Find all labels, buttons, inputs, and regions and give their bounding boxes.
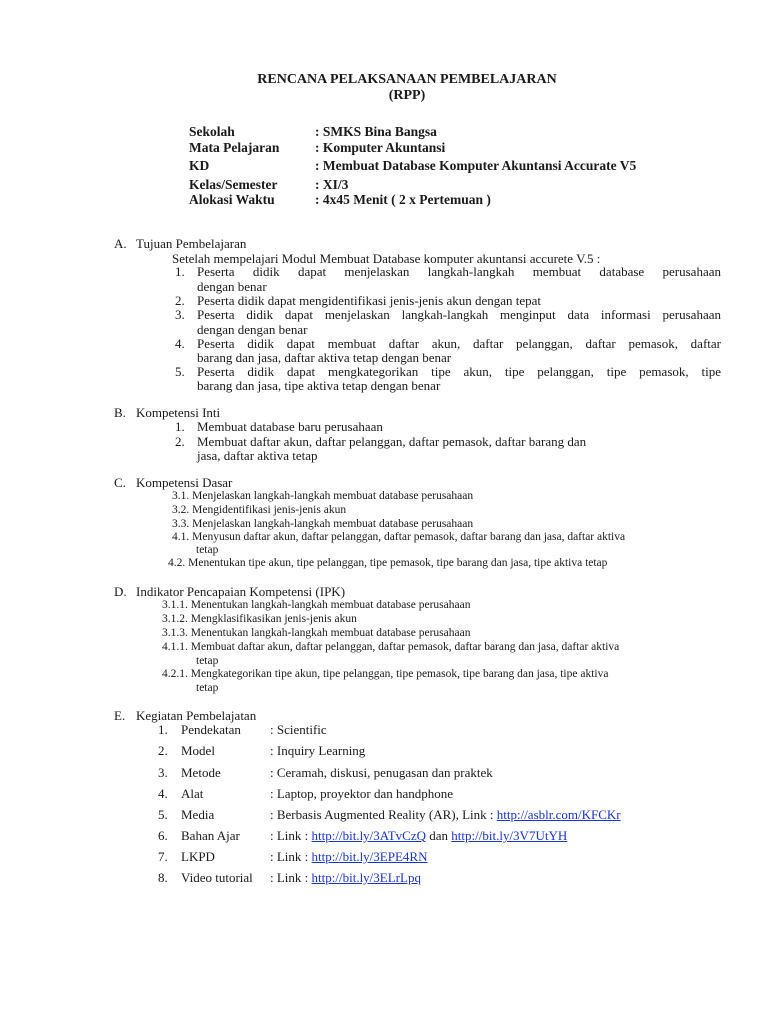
list-number: 4.	[175, 336, 185, 351]
list-number: 2.	[175, 434, 185, 449]
list-item-continuation: dengan benar	[197, 279, 267, 294]
list-item: 3.1.3. Menentukan langkah-langkah membuat database perusahaan	[162, 627, 471, 639]
list-item: Peserta didik dapat menjelaskan langkah-langkah menginput data informasi perusahaan	[197, 307, 721, 322]
list-item: Peserta didik dapat mengidentifikasi jenis-jenis akun dengan tepat	[197, 293, 542, 308]
identity-value: : XI/3	[315, 177, 349, 192]
list-item: 4.1.1. Membuat daftar akun, daftar pelanggan, daftar pemasok, daftar barang dan jasa, daftar aktiva	[162, 641, 620, 653]
document-page: RENCANA PELAKSANAAN PEMBELAJARAN (RPP) Sekolah : SMKS Bina Bangsa Mata Pelajaran : Komputer Akuntansi KD : Membuat Database Komputer Akuntansi Accurate V5 Kelas/Semester : XI/3 Alokasi Waktu : 4x45 Menit ( 2 x Pertemuan ) A. Tujuan Pembelajaran Setelah mempelajari Modul Membuat Database komputer akuntansi accurete V.5 : 1. Peserta didik dapat menjelaskan langkah-langkah membuat database perusahaan dengan benar 2. Peserta didik dapat mengidentifikasi jenis-jenis akun dengan tepat 3. Peserta didik dapat menjelaskan langkah-langkah menginput data informasi perusahaan dengan dengan benar 4. Peserta didik dapat membuat daftar akun, daftar pelanggan, daftar pemasok, daftar barang dan jasa, daftar aktiva tetap dengan benar 5. Peserta didik dapat mengkategorikan tipe akun, tipe pelanggan, tipe pemasok, tipe barang dan jasa, tipe aktiva tetap dengan benar B. Kompetensi Inti 1. Membuat database baru perusahaan 2. Membuat daftar akun, daftar pelanggan, daftar pemasok, daftar barang dan jasa, daftar aktiva tetap C. Kompetensi Dasar 3.1. Menjelaskan langkah-langkah membuat database perusahaan 3.2. Mengidentifikasi jenis-jenis akun 3.3. Menjelaskan langkah-langkah membuat database perusahaan 4.1. Menyusun daftar akun, daftar pelanggan, daftar pemasok, daftar barang dan jasa, daftar aktiva tetap 4.2. Menentukan tipe akun, tipe pelanggan, tipe pemasok, tipe barang dan jasa, tipe aktiva tetap D. Indikator Pencapaian Kompetensi (IPK) 3.1.1. Menentukan langkah-langkah membuat database perusahaan 3.1.2. Mengklasifikasikan jenis-jenis akun 3.1.3. Menentukan langkah-langkah membuat database perusahaan 4.1.1. Membuat daftar akun, daftar pelanggan, daftar pemasok, daftar barang dan jasa, daftar aktiva tetap 4.2.1. Mengkategorikan tipe akun, tipe pelanggan, tipe pemasok, tipe barang dan jasa, tipe aktiva tetap E. Kegiatan Pembelajatan 1. Pendekatan : Scientific 2. Model : Inquiry Learning 3. Metode : Ceramah, diskusi, penugasan dan praktek 4. Alat : Laptop, proyektor dan handphone 5. Media : Berbasis Augmented Reality (AR), Link : http://asblr.com/KFCKr 6. Bahan Ajar : Link : http://bit.ly/3ATvCzQ dan http://bit.ly/3V7UtYH 7. LKPD : Link : http://bit.ly/3EPE4RN 8. Video tutorial : Link : http://bit.ly/3ELrLpq	[0, 0, 768, 1024]
list-item: Membuat daftar akun, daftar pelanggan, daftar pemasok, daftar barang dan	[197, 434, 587, 449]
identity-label: KD	[189, 158, 210, 173]
section-a-intro: Setelah mempelajari Modul Membuat Database komputer akuntansi accurete V.5 :	[172, 251, 601, 266]
list-item: 3.1.1. Menentukan langkah-langkah membuat database perusahaan	[162, 599, 471, 611]
identity-label: Kelas/Semester	[189, 177, 278, 192]
list-item-continuation: tetap	[196, 682, 219, 694]
list-item: 3.3. Menjelaskan langkah-langkah membuat database perusahaan	[172, 518, 474, 530]
list-number: 2.	[175, 293, 185, 308]
list-item: 4.1. Menyusun daftar akun, daftar pelanggan, daftar pemasok, daftar barang dan jasa, daftar aktiva	[172, 531, 626, 543]
media-link[interactable]: http://asblr.com/KFCKr	[496, 807, 621, 822]
list-item: 3.1.2. Mengklasifikasikan jenis-jenis akun	[162, 613, 357, 625]
identity-value: : Komputer Akuntansi	[315, 140, 446, 155]
list-item: Peserta didik dapat membuat daftar akun, daftar pelanggan, daftar pemasok, daftar	[197, 336, 721, 351]
list-item-continuation: barang dan jasa, daftar aktiva tetap dengan benar	[197, 350, 452, 365]
list-item-continuation: tetap	[196, 544, 219, 556]
identity-value: : Membuat Database Komputer Akuntansi Accurate V5	[315, 158, 637, 173]
video-tutorial-link[interactable]: http://bit.ly/3ELrLpq	[311, 870, 421, 885]
identity-label: Sekolah	[189, 124, 235, 139]
list-item: 3.2. Mengidentifikasi jenis-jenis akun	[172, 504, 347, 516]
list-item-continuation: jasa, daftar aktiva tetap	[197, 448, 318, 463]
list-item-continuation: barang dan jasa, tipe aktiva tetap dengan benar	[197, 378, 441, 393]
identity-label: Mata Pelajaran	[189, 140, 280, 155]
bahan-ajar-link-2[interactable]: http://bit.ly/3V7UtYH	[451, 828, 568, 843]
document-subtitle: (RPP)	[388, 88, 426, 103]
list-item: 4.2. Menentukan tipe akun, tipe pelanggan, tipe pemasok, tipe barang dan jasa, tipe aktiva tetap	[168, 557, 608, 569]
list-item: 3.1. Menjelaskan langkah-langkah membuat database perusahaan	[172, 490, 474, 502]
list-item: Peserta didik dapat menjelaskan langkah-langkah membuat database perusahaan	[197, 264, 721, 279]
document-title: RENCANA PELAKSANAAN PEMBELAJARAN	[257, 72, 557, 87]
list-number: 1.	[175, 264, 185, 279]
identity-label: Alokasi Waktu	[189, 192, 275, 207]
identity-value: : 4x45 Menit ( 2 x Pertemuan )	[315, 192, 491, 207]
list-item: Membuat database baru perusahaan	[197, 419, 383, 434]
list-number: 5.	[175, 364, 185, 379]
list-item-continuation: tetap	[196, 655, 219, 667]
list-item: 4.2.1. Mengkategorikan tipe akun, tipe pelanggan, tipe pemasok, tipe barang dan jasa, tipe aktiva	[162, 668, 609, 680]
identity-value: : SMKS Bina Bangsa	[315, 124, 437, 139]
list-number: 3.	[175, 307, 185, 322]
bahan-ajar-link-1[interactable]: http://bit.ly/3ATvCzQ	[311, 828, 427, 843]
list-number: 1.	[175, 419, 185, 434]
list-item: Peserta didik dapat mengkategorikan tipe akun, tipe pelanggan, tipe pemasok, tipe	[197, 364, 721, 379]
list-item-continuation: dengan dengan benar	[197, 322, 308, 337]
lkpd-link[interactable]: http://bit.ly/3EPE4RN	[311, 849, 428, 864]
